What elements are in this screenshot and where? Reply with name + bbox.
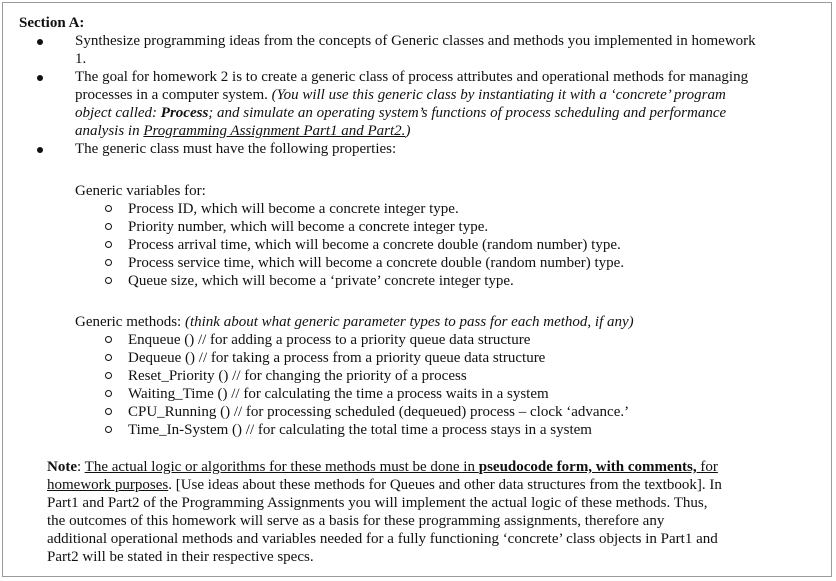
main-bullet-list — [0, 32, 760, 158]
list-item: Queue size, which will become a ‘private’ concrete integer type. — [75, 272, 775, 290]
list-item: Reset_Priority () // for changing the priority of a process — [75, 367, 775, 385]
bullet-goal — [0, 68, 760, 140]
generic-methods-block — [75, 313, 775, 439]
note-underlined-a: The actual logic or algorithms for these methods must be done in — [84, 459, 479, 475]
list-item: Dequeue () // for taking a process from a priority queue data structure — [75, 349, 775, 367]
list-item: Waiting_Time () // for calculating the time a process waits in a system — [75, 385, 775, 403]
list-item: Process ID, which will become a concrete integer type. — [75, 200, 775, 218]
generic-variables-block — [75, 182, 775, 290]
note-colon: : — [77, 459, 85, 475]
generic-methods-list — [75, 331, 775, 439]
goal-text: The goal for homework 2 is to create a generic class of process attributes and operational methods for managing processes in a computer system. — [75, 69, 749, 103]
list-item: Process service time, which will become a concrete double (random number) type. — [75, 254, 775, 272]
bullet-text: Synthesize programming ideas from the concepts of Generic classes and methods you implemented in homework 1. — [75, 33, 756, 67]
generic-variables-list — [75, 200, 775, 290]
note-paragraph — [47, 458, 727, 566]
generic-methods-label: Generic methods: — [75, 314, 185, 330]
list-item: Process arrival time, which will become a concrete double (random number) type. — [75, 236, 775, 254]
goal-process-bold: Process — [160, 105, 209, 121]
note-rest: . [Use ideas about these methods for Queues and other data structures from the textbook]. In Part1 and Part2 of the Programming Assignments you will implement the actual logic of these methods. Thus, the outcomes of this homework will serve as a basis for these programming assignments, therefore any additional operational methods and variables needed for a fully functioning ‘concrete’ class objects in Part1 and Part2 will be stated in their respective specs. — [47, 477, 722, 565]
list-item: CPU_Running () // for processing scheduled (dequeued) process – clock ‘advance.’ — [75, 403, 775, 421]
generic-variables-title: Generic variables for: — [75, 183, 206, 199]
note-label: Note — [47, 459, 77, 475]
section-heading: Section A: — [19, 15, 85, 31]
generic-methods-title — [75, 313, 775, 331]
generic-methods-hint: (think about what generic parameter types to pass for each method, if any) — [184, 314, 634, 330]
bullet-properties — [0, 140, 760, 158]
bullet-synthesize — [0, 32, 760, 68]
list-item: Priority number, which will become a concrete integer type. — [75, 218, 775, 236]
note-underlined-b: for homework purposes — [47, 459, 718, 493]
note-pseudocode: pseudocode form, with comments, — [478, 459, 697, 475]
list-item: Enqueue () // for adding a process to a priority queue data structure — [75, 331, 775, 349]
goal-italic-b: ; and simulate an operating system’s functions of process scheduling and performance analysis in — [75, 105, 727, 139]
programming-assignment-reference: Programming Assignment Part1 and Part2. — [143, 123, 406, 139]
bullet-text: The generic class must have the following properties: — [75, 141, 397, 157]
goal-close-paren: ) — [405, 123, 411, 139]
list-item: Time_In-System () // for calculating the total time a process stays in a system — [75, 421, 775, 439]
goal-italic-a: (You will use this generic class by instantiating it with a ‘concrete’ program object called: — [75, 87, 726, 121]
